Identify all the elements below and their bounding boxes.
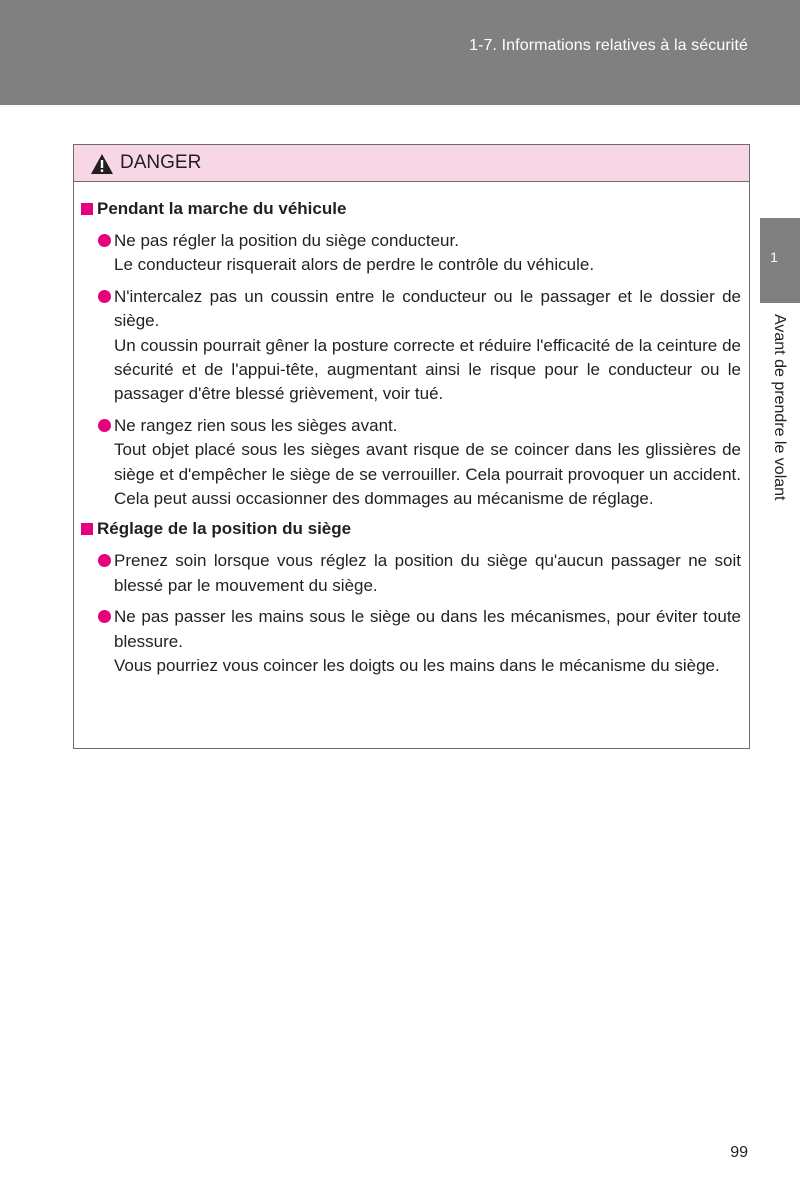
section-heading-text: Pendant la marche du véhicule: [97, 199, 347, 218]
item-text: N'intercalez pas un coussin entre le conducteur ou le passager et le dossier de siège.: [114, 286, 741, 331]
section-heading: [81, 518, 741, 540]
list-item: [81, 285, 741, 407]
danger-content: [74, 182, 749, 679]
list-item: [81, 605, 741, 678]
item-text: Vous pourriez vous coincer les doigts ou les mains dans le mécanisme du siège.: [114, 656, 720, 676]
section-heading-text: Réglage de la position du siège: [97, 519, 352, 539]
round-bullet-icon: [98, 419, 111, 432]
warning-triangle-icon: [90, 153, 114, 175]
square-bullet-icon: [81, 203, 93, 215]
section-title: 1-7. Informations relatives à la sécurité: [469, 37, 748, 54]
header-bar: [0, 0, 800, 105]
danger-box: [73, 144, 750, 749]
list-item: [81, 414, 741, 512]
danger-header: [74, 145, 749, 182]
round-bullet-icon: [98, 610, 111, 623]
item-text: Ne rangez rien sous les sièges avant.: [114, 415, 398, 435]
list-item: [81, 549, 741, 598]
item-text: Le conducteur risquerait alors de perdre le contrôle du véhicule.: [114, 255, 595, 275]
chapter-tab: [760, 218, 800, 303]
item-text: Un coussin pourrait gêner la posture correcte et réduire l'efficacité de la ceinture de sécurité et de l'appui-tête, augmentant ainsi le risque pour le conducteur ou le passager d'être blessé grièvement, voir tué.: [114, 335, 741, 404]
danger-label: DANGER: [120, 152, 202, 173]
list-item: [81, 229, 741, 278]
round-bullet-icon: [98, 234, 111, 247]
item-text: Ne pas régler la position du siège conducteur.: [114, 231, 459, 250]
item-text: Ne pas passer les mains sous le siège ou dans les mécanismes, pour éviter toute blessure.: [114, 607, 741, 651]
square-bullet-icon: [81, 523, 93, 535]
round-bullet-icon: [98, 290, 111, 303]
item-text: Prenez soin lorsque vous réglez la position du siège qu'aucun passager ne soit blessé par le mouvement du siège.: [114, 551, 741, 595]
item-text: Tout objet placé sous les sièges avant risque de se coincer dans les glissières de siège et d'empêcher le siège de se verrouiller. Cela pourrait provoquer un accident. Cela peut aussi occasionner des dommages au mécanisme de réglage.: [114, 440, 741, 509]
page-number: 99: [730, 1144, 748, 1161]
round-bullet-icon: [98, 554, 111, 567]
chapter-number: 1: [770, 249, 778, 265]
section-heading: [81, 198, 741, 220]
chapter-title: Avant de prendre le volant: [771, 314, 788, 501]
